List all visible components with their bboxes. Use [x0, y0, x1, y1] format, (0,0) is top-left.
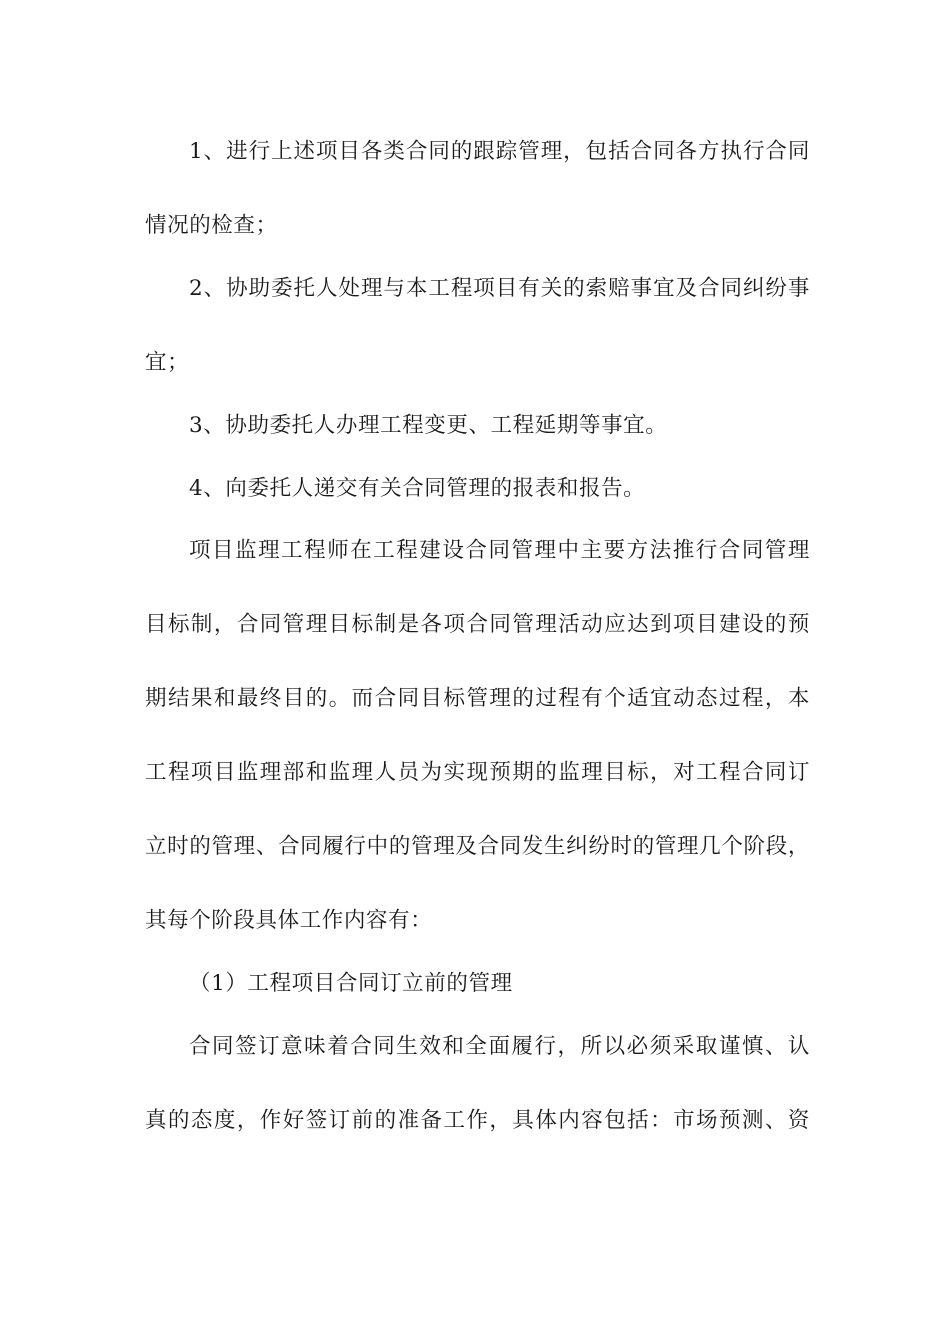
paragraph-line: 宜； — [145, 350, 190, 375]
paragraph-line: 4、向委托人递交有关合同管理的报表和报告。 — [189, 476, 646, 501]
paragraph-line: 立时的管理、合同履行中的管理及合同发生纠纷时的管理几个阶段， — [145, 834, 810, 859]
paragraph-line: 期结果和最终目的。而合同目标管理的过程有个适宜动态过程，本 — [145, 686, 810, 711]
paragraph-line: 1、进行上述项目各类合同的跟踪管理，包括合同各方执行合同 — [189, 139, 810, 164]
paragraph-line: 目标制，合同管理目标制是各项合同管理活动应达到项目建设的预 — [145, 612, 810, 637]
paragraph-line: 真的态度，作好签订前的准备工作，具体内容包括：市场预测、资 — [145, 1108, 810, 1133]
paragraph-line: 工程项目监理部和监理人员为实现预期的监理目标，对工程合同订 — [145, 760, 810, 785]
paragraph-line: 其每个阶段具体工作内容有： — [145, 908, 433, 933]
section-heading: （1）工程项目合同订立前的管理 — [189, 971, 513, 996]
paragraph-line: 合同签订意味着合同生效和全面履行，所以必须采取谨慎、认 — [189, 1034, 810, 1059]
paragraph-line: 项目监理工程师在工程建设合同管理中主要方法推行合同管理 — [189, 538, 810, 563]
paragraph-line: 3、协助委托人办理工程变更、工程延期等事宜。 — [189, 413, 668, 438]
paragraph-line: 2、协助委托人处理与本工程项目有关的索赔事宜及合同纠纷事 — [189, 276, 810, 301]
paragraph-line: 情况的检查； — [145, 213, 278, 238]
